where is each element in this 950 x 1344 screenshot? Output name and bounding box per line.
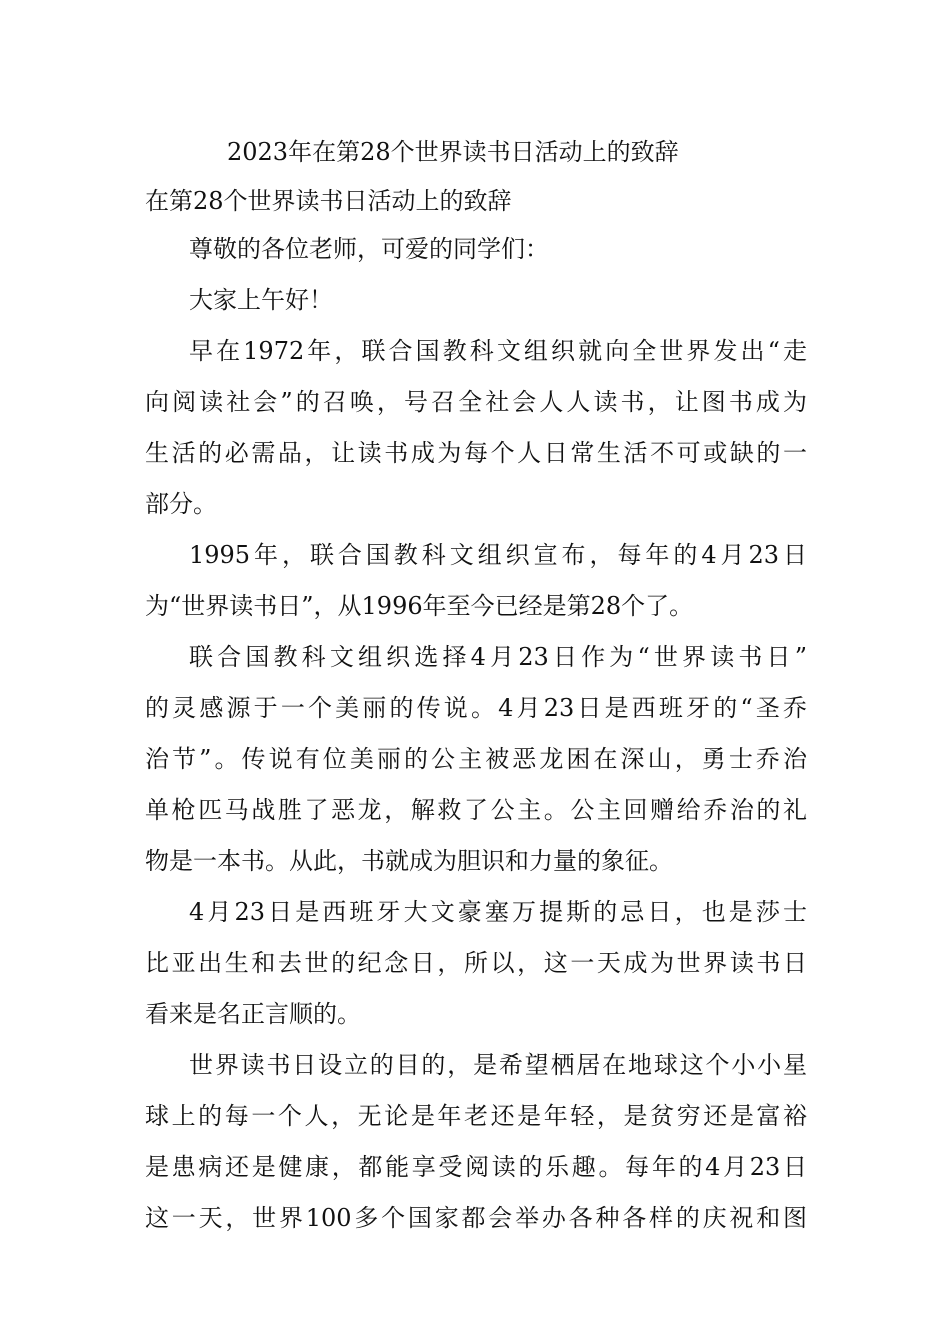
- paragraph-line: 看来是名正言顺的。: [145, 1000, 361, 1028]
- paragraph-3: [145, 632, 807, 887]
- paragraph-2: [145, 530, 807, 632]
- paragraph-line: 的灵感源于一个美丽的传说。4月23日是西班牙的“圣乔: [145, 694, 807, 722]
- paragraph-line: 联合国教科文组织选择4月23日作为“世界读书日”: [189, 643, 807, 671]
- paragraph-line: 早在1972年，联合国教科文组织就向全世界发出“走: [189, 337, 807, 365]
- paragraph-line: 世界读书日设立的目的，是希望栖居在地球这个小小星: [189, 1051, 807, 1079]
- paragraph-line: 4月23日是西班牙大文豪塞万提斯的忌日，也是莎士: [189, 898, 807, 926]
- paragraph-line: 1995年，联合国教科文组织宣布，每年的4月23日: [189, 541, 807, 569]
- paragraph-line: 比亚出生和去世的纪念日，所以，这一天成为世界读书日: [145, 949, 807, 977]
- salutation: 尊敬的各位老师，可爱的同学们：: [189, 235, 549, 263]
- document-body: [145, 126, 807, 1244]
- paragraph-line: 是患病还是健康，都能享受阅读的乐趣。每年的4月23日: [145, 1153, 807, 1181]
- document-subtitle: 在第28个世界读书日活动上的致辞: [145, 187, 512, 215]
- paragraph-line: 生活的必需品，让读书成为每个人日常生活不可或缺的一: [145, 439, 807, 467]
- paragraph-1: [145, 326, 807, 530]
- greeting: 大家上午好！: [189, 286, 333, 314]
- paragraph-line: 向阅读社会”的召唤，号召全社会人人读书，让图书成为: [145, 388, 807, 416]
- paragraph-line: 这一天，世界100多个国家都会举办各种各样的庆祝和图: [145, 1204, 807, 1232]
- paragraph-5: [145, 1040, 807, 1244]
- paragraph-line: 物是一本书。从此，书就成为胆识和力量的象征。: [145, 847, 673, 875]
- paragraph-line: 部分。: [145, 490, 217, 518]
- paragraph-line: 为“世界读书日”，从1996年至今已经是第28个了。: [145, 592, 694, 620]
- paragraph-4: [145, 887, 807, 1040]
- paragraph-line: 球上的每一个人，无论是年老还是年轻，是贫穷还是富裕: [145, 1102, 807, 1130]
- document-title: 2023年在第28个世界读书日活动上的致辞: [227, 138, 679, 166]
- paragraph-line: 治节”。传说有位美丽的公主被恶龙困在深山，勇士乔治: [145, 745, 807, 773]
- paragraph-line: 单枪匹马战胜了恶龙，解救了公主。公主回赠给乔治的礼: [145, 796, 807, 824]
